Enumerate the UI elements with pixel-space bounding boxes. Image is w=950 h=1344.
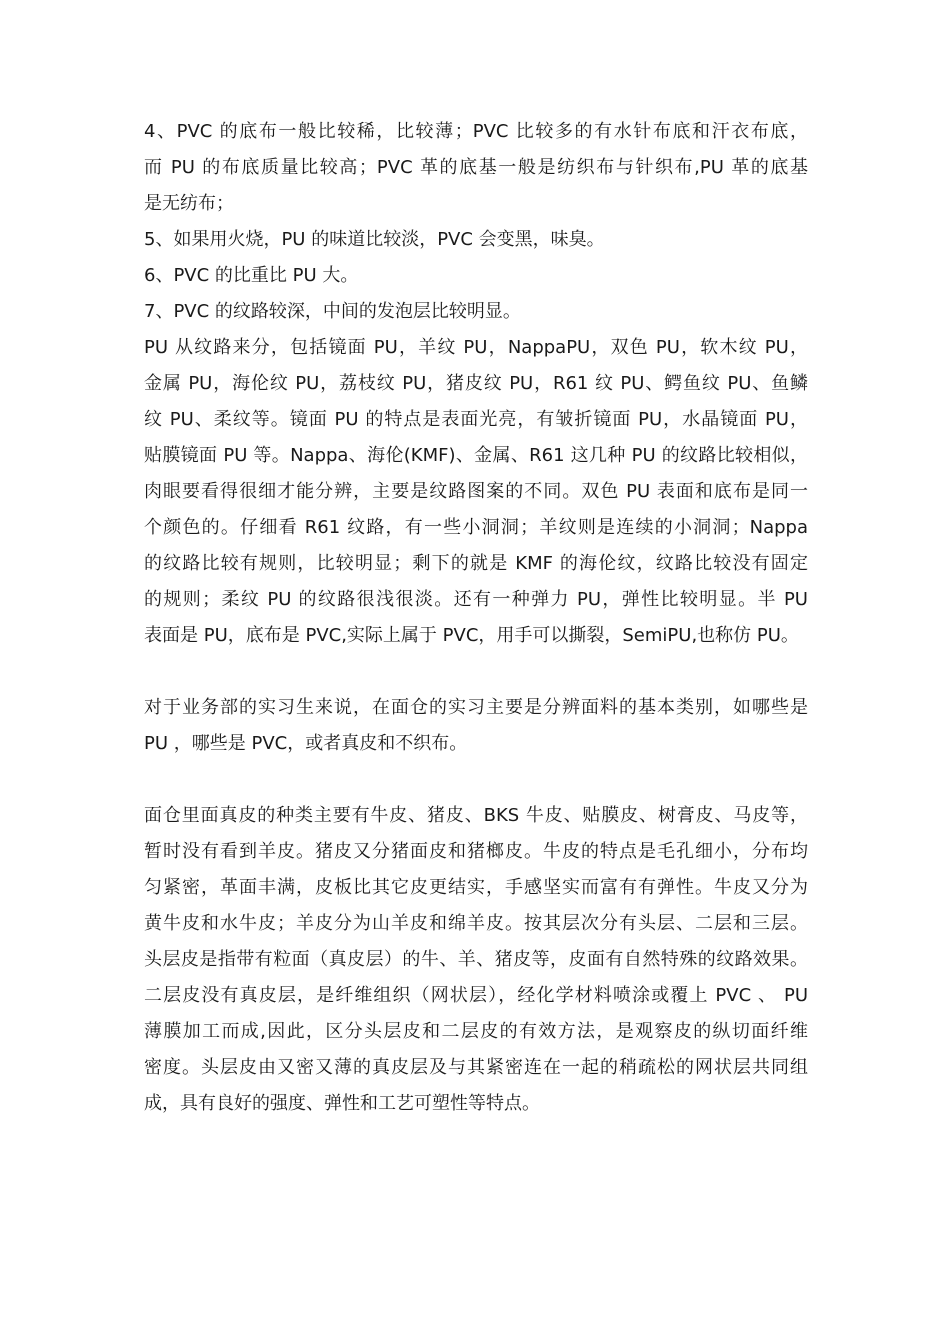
- text-line: 对于业务部的实习生来说，在面仓的实习主要是分辨面料的基本类别，如哪些是: [144, 697, 808, 718]
- text-line: 6、PVC 的比重比 PU 大。: [144, 265, 359, 286]
- paragraph-intern-task: [144, 690, 808, 762]
- text-line: 成，具有良好的强度、弹性和工艺可塑性等特点。: [144, 1093, 540, 1114]
- text-line: 头层皮是指带有粒面（真皮层）的牛、羊、猪皮等，皮面有自然特殊的纹路效果。: [144, 949, 808, 970]
- text-line: 匀紧密，革面丰满，皮板比其它皮更结实，手感坚实而富有有弹性。牛皮又分为: [144, 877, 808, 898]
- text-line: 面仓里面真皮的种类主要有牛皮、猪皮、BKS 牛皮、贴膜皮、树膏皮、马皮等，: [144, 805, 808, 826]
- text-line: 薄膜加工而成,因此，区分头层皮和二层皮的有效方法，是观察皮的纵切面纤维: [144, 1021, 808, 1042]
- paragraph-pvc-base-fabric: [144, 114, 808, 222]
- document-page: [144, 114, 808, 1122]
- text-line: 表面是 PU，底布是 PVC,实际上属于 PVC，用手可以撕裂，SemiPU,也称仿 PU。: [144, 625, 799, 646]
- text-line: 密度。头层皮由又密又薄的真皮层及与其紧密连在一起的稍疏松的网状层共同组: [144, 1057, 808, 1078]
- text-line: 5、如果用火烧，PU 的味道比较淡，PVC 会变黑，味臭。: [144, 229, 605, 250]
- text-line: 4、PVC 的底布一般比较稀，比较薄；PVC 比较多的有水针布底和汗衣布底，: [144, 121, 808, 142]
- blank-line: [144, 654, 808, 690]
- blank-line: [144, 762, 808, 798]
- text-line: 二层皮没有真皮层，是纤维组织（网状层），经化学材料喷涂或覆上 PVC 、 PU: [144, 985, 808, 1006]
- text-line: 是无纺布；: [144, 193, 234, 214]
- text-line: PU 从纹路来分，包括镜面 PU，羊纹 PU，NappaPU，双色 PU，软木纹 PU，: [144, 337, 808, 358]
- text-line: 金属 PU，海伦纹 PU，荔枝纹 PU，猪皮纹 PU，R61 纹 PU、鳄鱼纹 PU、鱼鳞: [144, 373, 808, 394]
- paragraph-genuine-leather: [144, 798, 808, 1122]
- text-line: 黄牛皮和水牛皮；羊皮分为山羊皮和绵羊皮。按其层次分有头层、二层和三层。: [144, 913, 808, 934]
- text-line: 的纹路比较有规则，比较明显；剩下的就是 KMF 的海伦纹，纹路比较没有固定: [144, 553, 808, 574]
- paragraph-burn-test: [144, 222, 808, 258]
- paragraph-specific-gravity: [144, 258, 808, 294]
- text-line: PU ，哪些是 PVC，或者真皮和不织布。: [144, 733, 468, 754]
- text-line: 肉眼要看得很细才能分辨，主要是纹路图案的不同。双色 PU 表面和底布是同一: [144, 481, 808, 502]
- text-line: 7、PVC 的纹路较深，中间的发泡层比较明显。: [144, 301, 521, 322]
- text-line: 贴膜镜面 PU 等。Nappa、海伦(KMF)、金属、R61 这几种 PU 的纹路比较相似，: [144, 445, 808, 466]
- text-line: 个颜色的。仔细看 R61 纹路，有一些小洞洞；羊纹则是连续的小洞洞；Nappa: [144, 517, 808, 538]
- text-line: 暂时没有看到羊皮。猪皮又分猪面皮和猪榔皮。牛皮的特点是毛孔细小，分布均: [144, 841, 808, 862]
- text-line: 纹 PU、柔纹等。镜面 PU 的特点是表面光亮，有皱折镜面 PU，水晶镜面 PU，: [144, 409, 808, 430]
- paragraph-pvc-texture: [144, 294, 808, 330]
- text-line: 的规则；柔纹 PU 的纹路很浅很淡。还有一种弹力 PU，弹性比较明显。半 PU: [144, 589, 808, 610]
- text-line: 而 PU 的布底质量比较高；PVC 革的底基一般是纺织布与针织布,PU 革的底基: [144, 157, 808, 178]
- paragraph-pu-textures: [144, 330, 808, 654]
